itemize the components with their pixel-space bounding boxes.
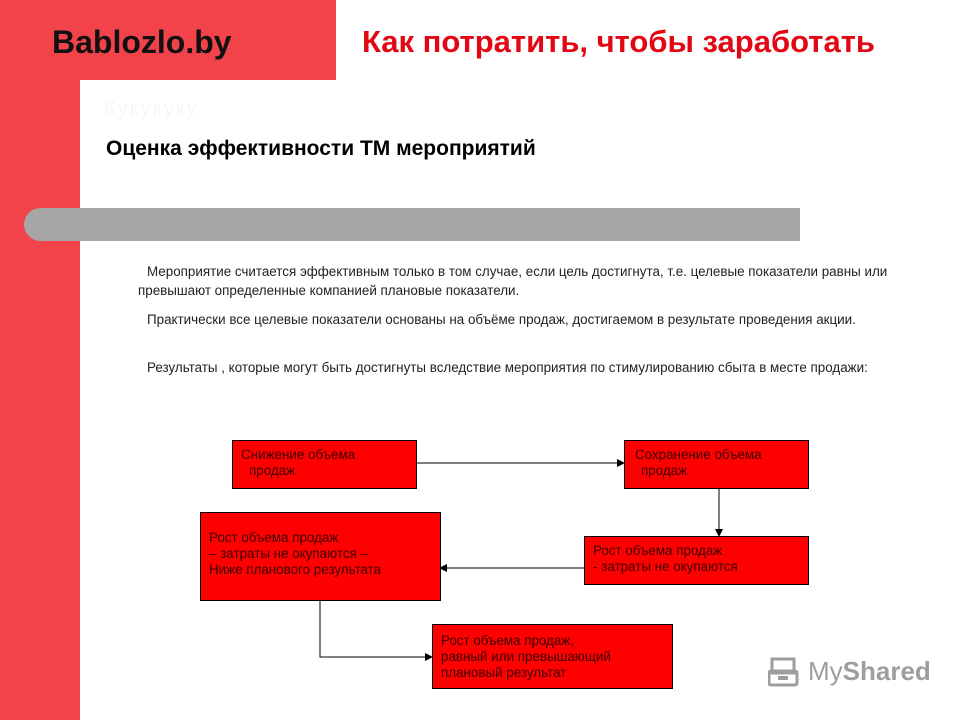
watermark-label xyxy=(808,656,931,687)
ghost-placeholder-text: Кукукуку xyxy=(104,98,199,120)
flow-box-line: Ниже планового результата xyxy=(209,562,382,577)
flow-box-growth-below-plan xyxy=(200,512,441,601)
flow-box-line: продаж xyxy=(641,463,688,478)
flow-box-line: Рост объема продаж, xyxy=(441,633,574,648)
flow-box-growth-meets-plan xyxy=(432,624,673,689)
flow-box-sales-decrease xyxy=(232,440,417,489)
brand-logo-text: Bablozlo.by xyxy=(52,24,232,60)
paragraph-2-text: Практически все целевые показатели основаны на объёме продаж, достигаемом в результате проведения акции. xyxy=(147,312,856,327)
arrow-box4-to-box5 xyxy=(320,600,432,657)
flow-box-line: равный или превышающий xyxy=(441,649,611,664)
flow-box-line: продаж xyxy=(249,463,296,478)
watermark-my: My xyxy=(808,656,843,686)
flow-box-line: плановый результат xyxy=(441,665,567,680)
flow-box-growth-not-paid-off xyxy=(584,536,809,585)
slide-title: Оценка эффективности ТМ мероприятий xyxy=(106,137,536,160)
paragraph-3-text: Результаты , которые могут быть достигнуты вследствие мероприятия по стимулированию сбыта в месте продажи: xyxy=(147,360,868,375)
headline: Как потратить, чтобы заработать xyxy=(362,24,875,59)
flow-box-line: Сохранение объема xyxy=(635,447,762,462)
flow-box-line: – затраты не окупаются – xyxy=(209,546,368,561)
flow-box-sales-maintained xyxy=(624,440,809,489)
paragraph-1-text: Мероприятие считается эффективным только в том случае, если цель достигнута, т.е. целевые показатели равны или превышают определенные компанией плановые показатели. xyxy=(138,264,888,298)
flow-box-line: Снижение объема xyxy=(241,447,356,462)
flow-box-line: Рост объема продаж xyxy=(209,530,339,545)
flow-box-line: Рост объема продаж xyxy=(593,543,723,558)
watermark-shared: Shared xyxy=(842,656,931,686)
flow-box-line: - затраты не окупаются xyxy=(593,559,738,574)
mysharedlogo-icon xyxy=(768,657,802,687)
myshared-watermark xyxy=(768,656,931,687)
